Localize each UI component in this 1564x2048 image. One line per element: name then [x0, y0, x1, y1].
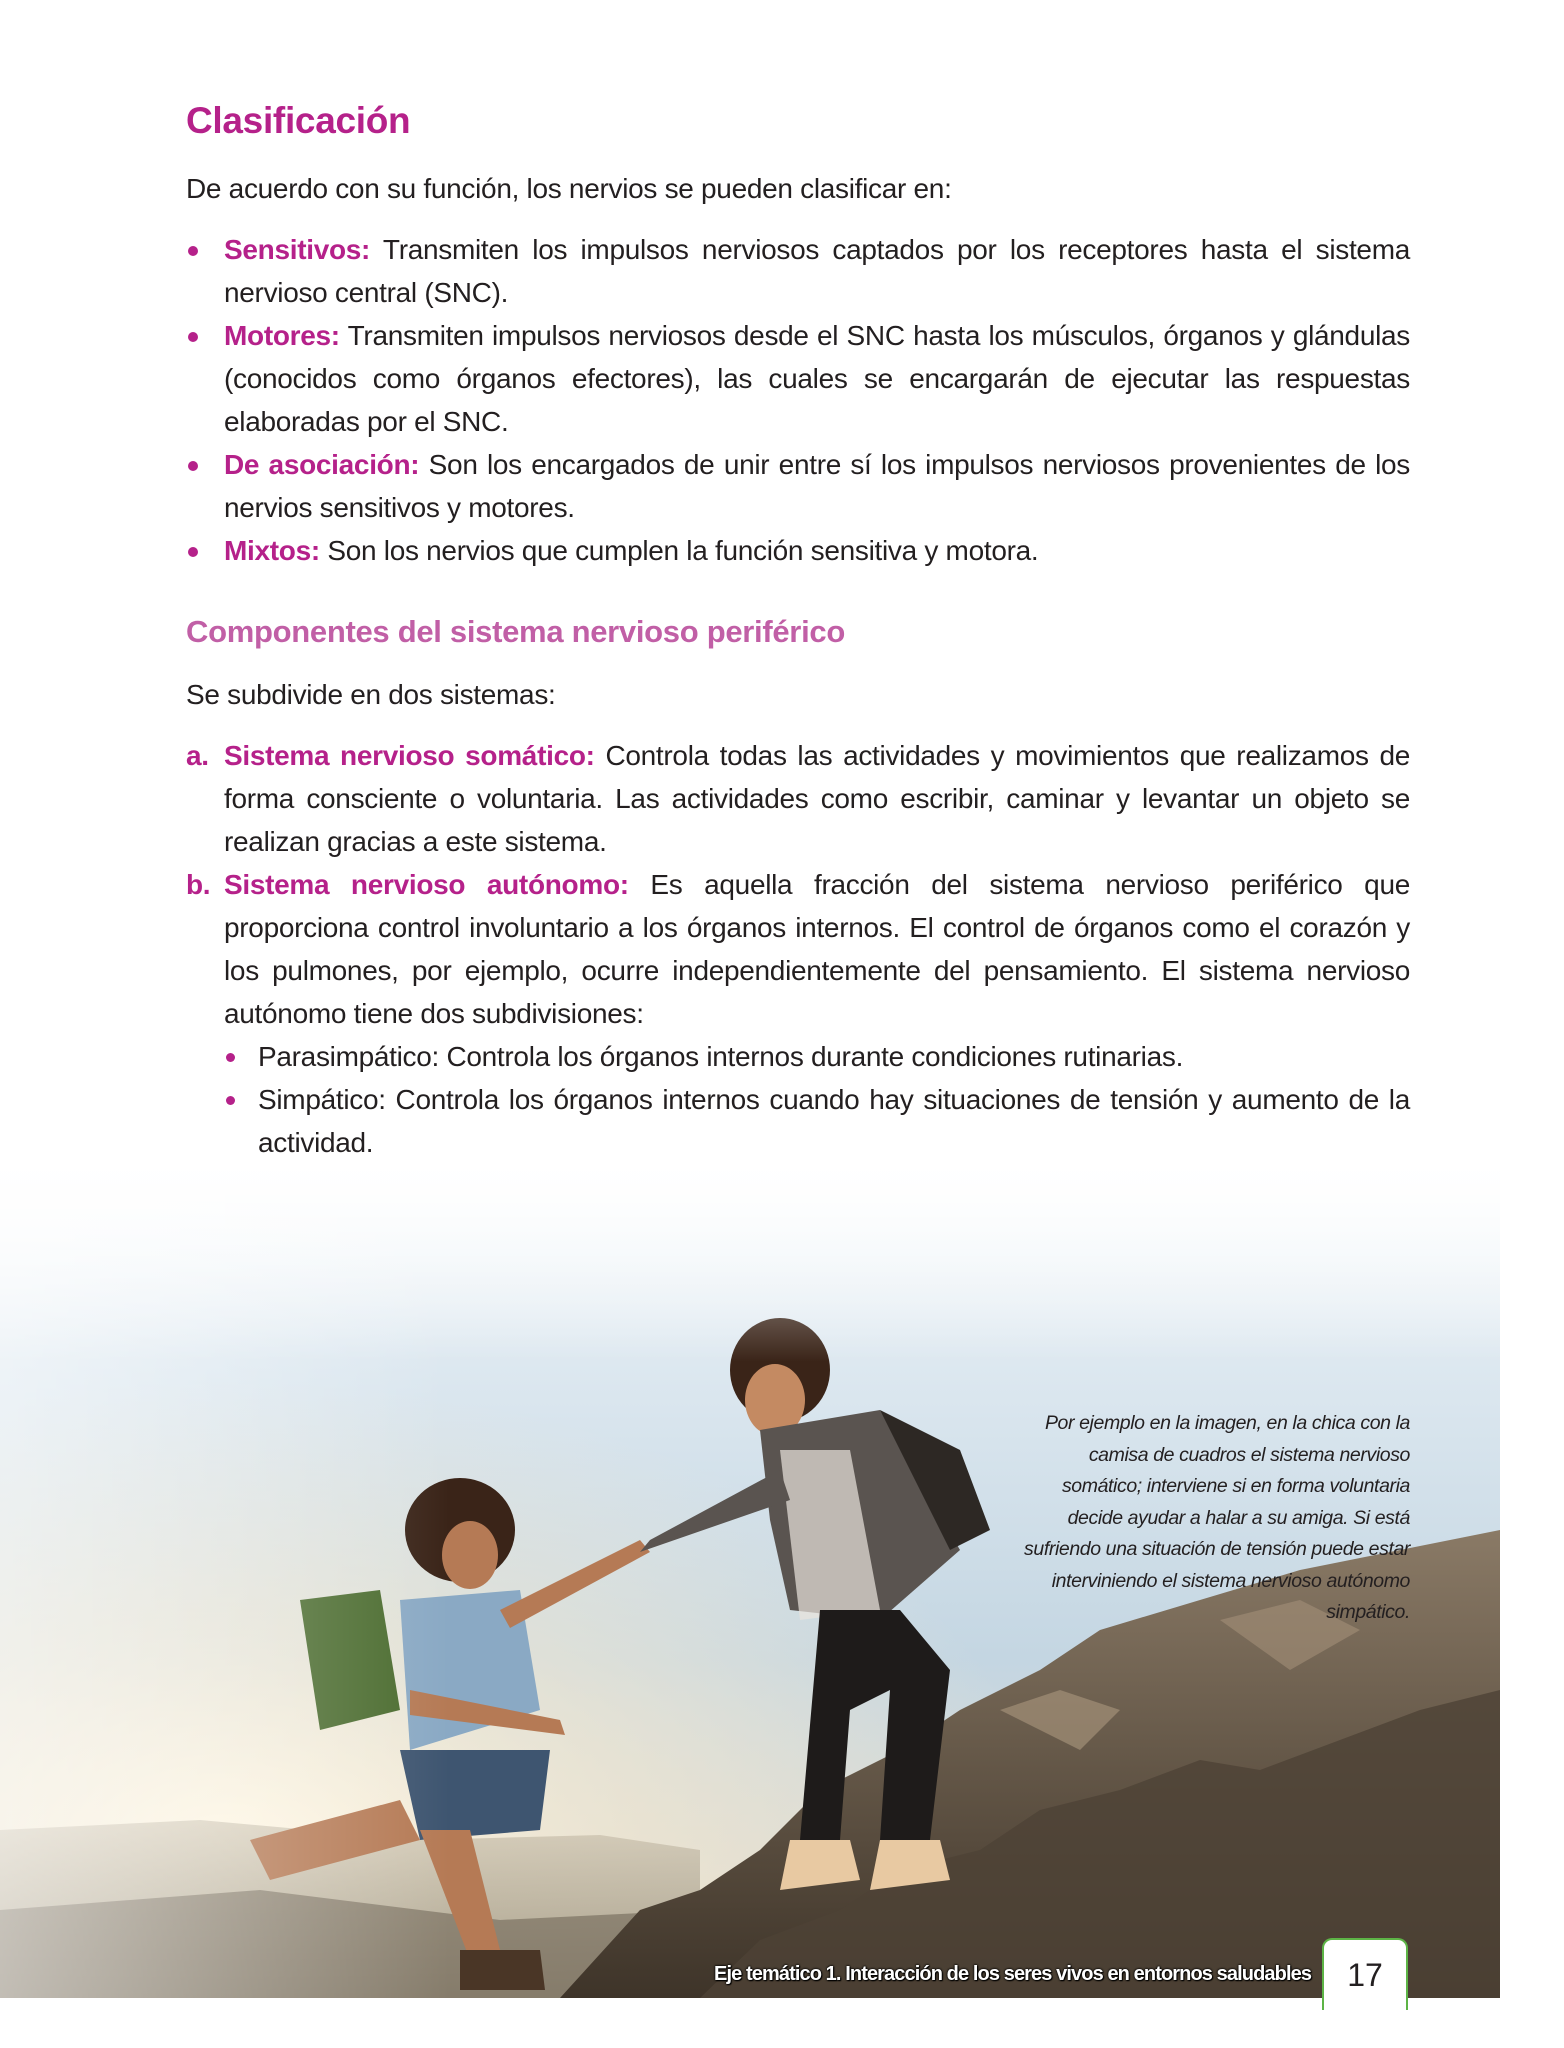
subsection-heading: Componentes del sistema nervioso periférico [186, 614, 845, 649]
subdivisions-list [224, 1035, 1410, 1164]
systems-list [186, 734, 1410, 1164]
subintro-paragraph: Se subdivide en dos sistemas: [186, 679, 556, 710]
section-heading: Clasificación [186, 100, 411, 141]
item-text: Transmiten los impulsos nerviosos captados por los receptores hasta el sistema nervioso central (SNC). [224, 234, 1410, 308]
bullet-icon [188, 547, 198, 557]
page-number-box [1322, 1938, 1408, 2010]
item-text: Transmiten impulsos nerviosos desde el SNC hasta los músculos, órganos y glándulas (conocidos como órganos efectores), las cuales se encargarán de ejecutar las respuestas elaboradas por el SNC. [224, 320, 1410, 437]
list-item [186, 863, 1410, 1164]
item-letter: b. [186, 869, 211, 900]
bullet-icon [226, 1053, 235, 1062]
item-term: Sistema nervioso autónomo: [224, 869, 629, 900]
list-item [186, 314, 1410, 443]
bullet-icon [188, 461, 198, 471]
item-letter: a. [186, 740, 209, 771]
list-item [186, 529, 1410, 572]
item-text: Es aquella fracción del sistema nervioso periférico que proporciona control involuntario a los órganos internos. El control de órganos como el corazón y los pulmones, por ejemplo, ocurre independientemente del pensamiento. El sistema nervioso autónomo tiene dos subdivisiones: [224, 869, 1410, 1029]
content-column [186, 100, 1410, 1164]
sub-item-text: Parasimpático: Controla los órganos internos durante condiciones rutinarias. [258, 1041, 1184, 1072]
intro-paragraph: De acuerdo con su función, los nervios se pueden clasificar en: [186, 173, 952, 204]
photo-caption: Por ejemplo en la imagen, en la chica con la camisa de cuadros el sistema nervioso somático; interviene si en forma voluntaria decide ayudar a halar a su amiga. Si está sufriendo una situación de tensión puede estar interviniendo el sistema nervioso autónomo simpático. [1024, 1412, 1410, 1623]
bullet-icon [226, 1096, 235, 1105]
nerve-types-list [186, 228, 1410, 572]
list-item [186, 228, 1410, 314]
sub-item-text: Simpático: Controla los órganos internos cuando hay situaciones de tensión y aumento de la actividad. [258, 1084, 1410, 1158]
item-term: Motores: [224, 320, 340, 351]
bullet-icon [188, 332, 198, 342]
item-term: Sensitivos: [224, 234, 371, 265]
item-term: De asociación: [224, 449, 420, 480]
item-term: Mixtos: [224, 535, 320, 566]
item-term: Sistema nervioso somático: [224, 740, 595, 771]
footer-label: Eje temático 1. Interacción de los seres vivos en entornos saludables [714, 1963, 1312, 1985]
list-item [186, 443, 1410, 529]
sub-list-item [224, 1035, 1410, 1078]
item-text: Controla todas las actividades y movimientos que realizamos de forma consciente o voluntaria. Las actividades como escribir, caminar y levantar un objeto se realizan gracias a este sistema. [224, 740, 1411, 857]
item-text: Son los nervios que cumplen la función sensitiva y motora. [319, 535, 1039, 566]
item-text: Son los encargados de unir entre sí los impulsos nerviosos provenientes de los nervios sensitivos y motores. [224, 449, 1410, 523]
bullet-icon [188, 246, 198, 256]
sub-list-item [224, 1078, 1410, 1164]
list-item [186, 734, 1410, 863]
page-number: 17 [1347, 1957, 1383, 1993]
